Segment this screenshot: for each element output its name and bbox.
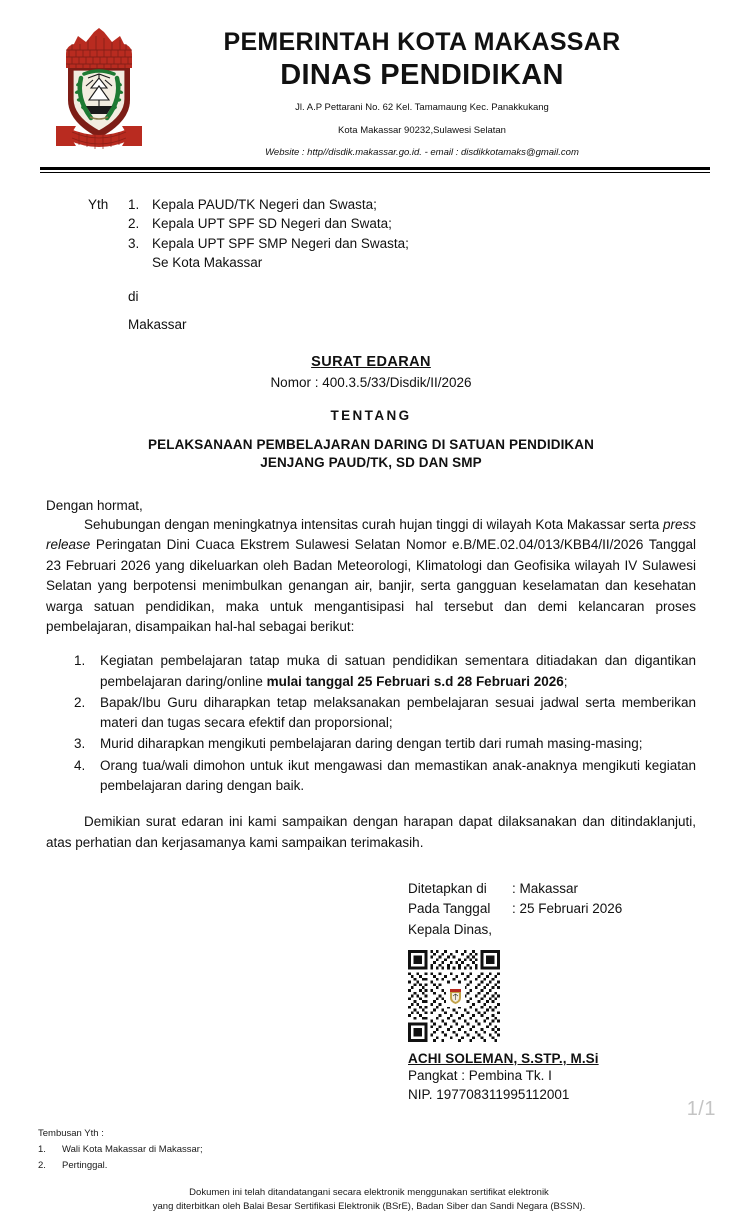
list-item xyxy=(38,1142,738,1157)
divider-thick-rule xyxy=(40,167,710,170)
subject-line-2: JENJANG PAUD/TK, SD DAN SMP xyxy=(260,454,482,470)
signer-name: ACHI SOLEMAN, S.STP., M.Si xyxy=(408,1050,599,1066)
address-line-3: Website : http//disdik.makassar.go.id. - email : disdikkotamaks@gmail.com xyxy=(265,147,579,159)
list-item xyxy=(46,693,696,734)
tembusan-number: 2. xyxy=(38,1159,46,1171)
salutation: Dengan hormat, xyxy=(46,497,143,513)
tentang-label: TENTANG xyxy=(330,407,412,423)
electronic-signature-disclaimer xyxy=(0,1186,738,1214)
qr-code-icon xyxy=(408,950,500,1042)
signer-nip: NIP. 197708311995112001 xyxy=(408,1087,570,1103)
list-item xyxy=(38,1158,738,1173)
signature-place-row xyxy=(408,879,696,899)
numbered-item-list xyxy=(46,651,696,796)
recipient-number: 1. xyxy=(128,196,140,212)
recipient-label: Yth xyxy=(88,196,109,212)
list-item xyxy=(46,734,696,754)
document-title: SURAT EDARAN xyxy=(311,353,431,370)
signature-place-value: : Makassar xyxy=(512,881,579,897)
list-item xyxy=(128,234,696,254)
tembusan-text: Wali Kota Makassar di Makassar; xyxy=(62,1144,203,1156)
disclaimer-line-1: Dokumen ini telah ditandatangani secara elektronik menggunakan sertifikat elektronik xyxy=(189,1186,549,1198)
closing-paragraph: Demikian surat edaran ini kami sampaikan dengan harapan dapat dilaksanakan dan ditindaklanjuti, atas perhatian dan kerjasamanya kami sampaikan terimakasih. xyxy=(46,814,696,850)
recipient-number: 3. xyxy=(128,235,140,251)
recipient-list xyxy=(128,195,696,273)
disclaimer-line-2: yang diterbitkan oleh Balai Besar Sertifikasi Elektronik (BSrE), Badan Siber dan Sandi Negara (BSSN). xyxy=(152,1201,586,1212)
address-line-1: Jl. A.P Pettarani No. 62 Kel. Tamamaung Kec. Panakkukang xyxy=(295,102,549,114)
recipient-text: Kepala PAUD/TK Negeri dan Swasta; xyxy=(152,196,377,212)
signature-date-label: Pada Tanggal xyxy=(408,901,491,917)
paragraph-italic-phrase: press release xyxy=(46,516,696,553)
qr-center-logo-icon xyxy=(446,986,465,1007)
crest-container xyxy=(40,22,158,154)
signature-block xyxy=(46,879,696,1104)
item-text-before: Orang tua/wali dimohon untuk ikut mengawasi dan memastikan anak-anaknya mengikuti kegiatan pembelajaran daring dengan baik. xyxy=(100,757,696,793)
recipient-number: 2. xyxy=(128,216,140,232)
list-item xyxy=(128,214,696,234)
main-paragraph xyxy=(46,515,696,638)
signature-date-row xyxy=(408,899,696,919)
subject-line-1: PELAKSANAAN PEMBELAJARAN DARING DI SATUAN PENDIDIKAN xyxy=(148,436,594,452)
list-item xyxy=(46,651,696,692)
item-text-before: Bapak/Ibu Guru diharapkan tetap melaksanakan pembelajaran sesuai jadwal serta memberikan materi dan tugas secara efektif dan proporsional; xyxy=(100,694,696,731)
paragraph-part-2: Peringatan Dini Cuaca Ekstrem Sulawesi Selatan Nomor e.B/ME.02.04/013/KBB4/II/2026 Tanggal 23 Februari 2026 yang dikeluarkan oleh Badan Meteorologi, Klimatologi dan Geofisika wilayah IV Sulawesi Selatan yang berpotensi menimbulkan genangan air, banjir, serta gangguan keselamatan dan kesehatan warga satuan pendidikan, maka untuk mengantisipasi hal tersebut dan demi kelancaran proses pembelajaran, disampaikan hal-hal sebagai berikut: xyxy=(46,537,696,635)
paragraph-part-1: Sehubungan dengan meningkatnya intensitas curah hujan tinggi di wilayah Kota Makassar serta xyxy=(84,516,663,532)
divider-thin-rule xyxy=(40,172,710,173)
signature-place-label: Ditetapkan di xyxy=(408,881,487,897)
recipient-di-label: di xyxy=(128,288,139,304)
item-text-before: Murid diharapkan mengikuti pembelajaran daring dengan tertib dari rumah masing-masing; xyxy=(100,736,643,752)
crest-mini-icon xyxy=(448,988,463,1005)
org-name-line2: DINAS PENDIDIKAN xyxy=(280,59,564,91)
page-indicator: 1/1 xyxy=(686,1098,716,1120)
tembusan-number: 1. xyxy=(38,1144,46,1156)
document-number: Nomor : 400.3.5/33/Disdik/II/2026 xyxy=(270,374,472,390)
recipient-block xyxy=(46,195,696,273)
header-divider xyxy=(40,167,710,173)
tembusan-text: Pertinggal. xyxy=(62,1159,108,1171)
item-text-after: ; xyxy=(563,673,568,689)
list-item xyxy=(46,756,696,797)
letterhead xyxy=(0,0,738,160)
title-block xyxy=(46,354,696,470)
signer-rank: Pangkat : Pembina Tk. I xyxy=(408,1067,552,1083)
item-text-bold: mulai tanggal 25 Februari s.d 28 Februari 2026 xyxy=(266,673,564,689)
tembusan-block xyxy=(0,1126,738,1173)
list-item xyxy=(128,195,696,215)
signature-role: Kepala Dinas, xyxy=(408,921,493,937)
recipient-text: Kepala UPT SPF SD Negeri dan Swata; xyxy=(152,216,392,232)
document-body xyxy=(0,195,738,1105)
recipient-scope: Se Kota Makassar xyxy=(152,255,263,271)
address-line-2: Kota Makassar 90232,Sulawesi Selatan xyxy=(338,124,506,136)
makassar-city-crest-icon xyxy=(46,26,152,154)
letterhead-text xyxy=(158,22,704,160)
recipient-text: Kepala UPT SPF SMP Negeri dan Swasta; xyxy=(152,235,409,251)
signature-date-value: : 25 Februari 2026 xyxy=(512,901,623,917)
recipient-city: Makassar xyxy=(128,316,187,332)
org-name-line1: PEMERINTAH KOTA MAKASSAR xyxy=(223,28,621,56)
item-text-before: Kegiatan pembelajaran tatap muka di satuan pendidikan sementara ditiadakan dan digantikan pembelajaran daring/online xyxy=(100,653,696,689)
tembusan-title: Tembusan Yth : xyxy=(38,1128,104,1140)
